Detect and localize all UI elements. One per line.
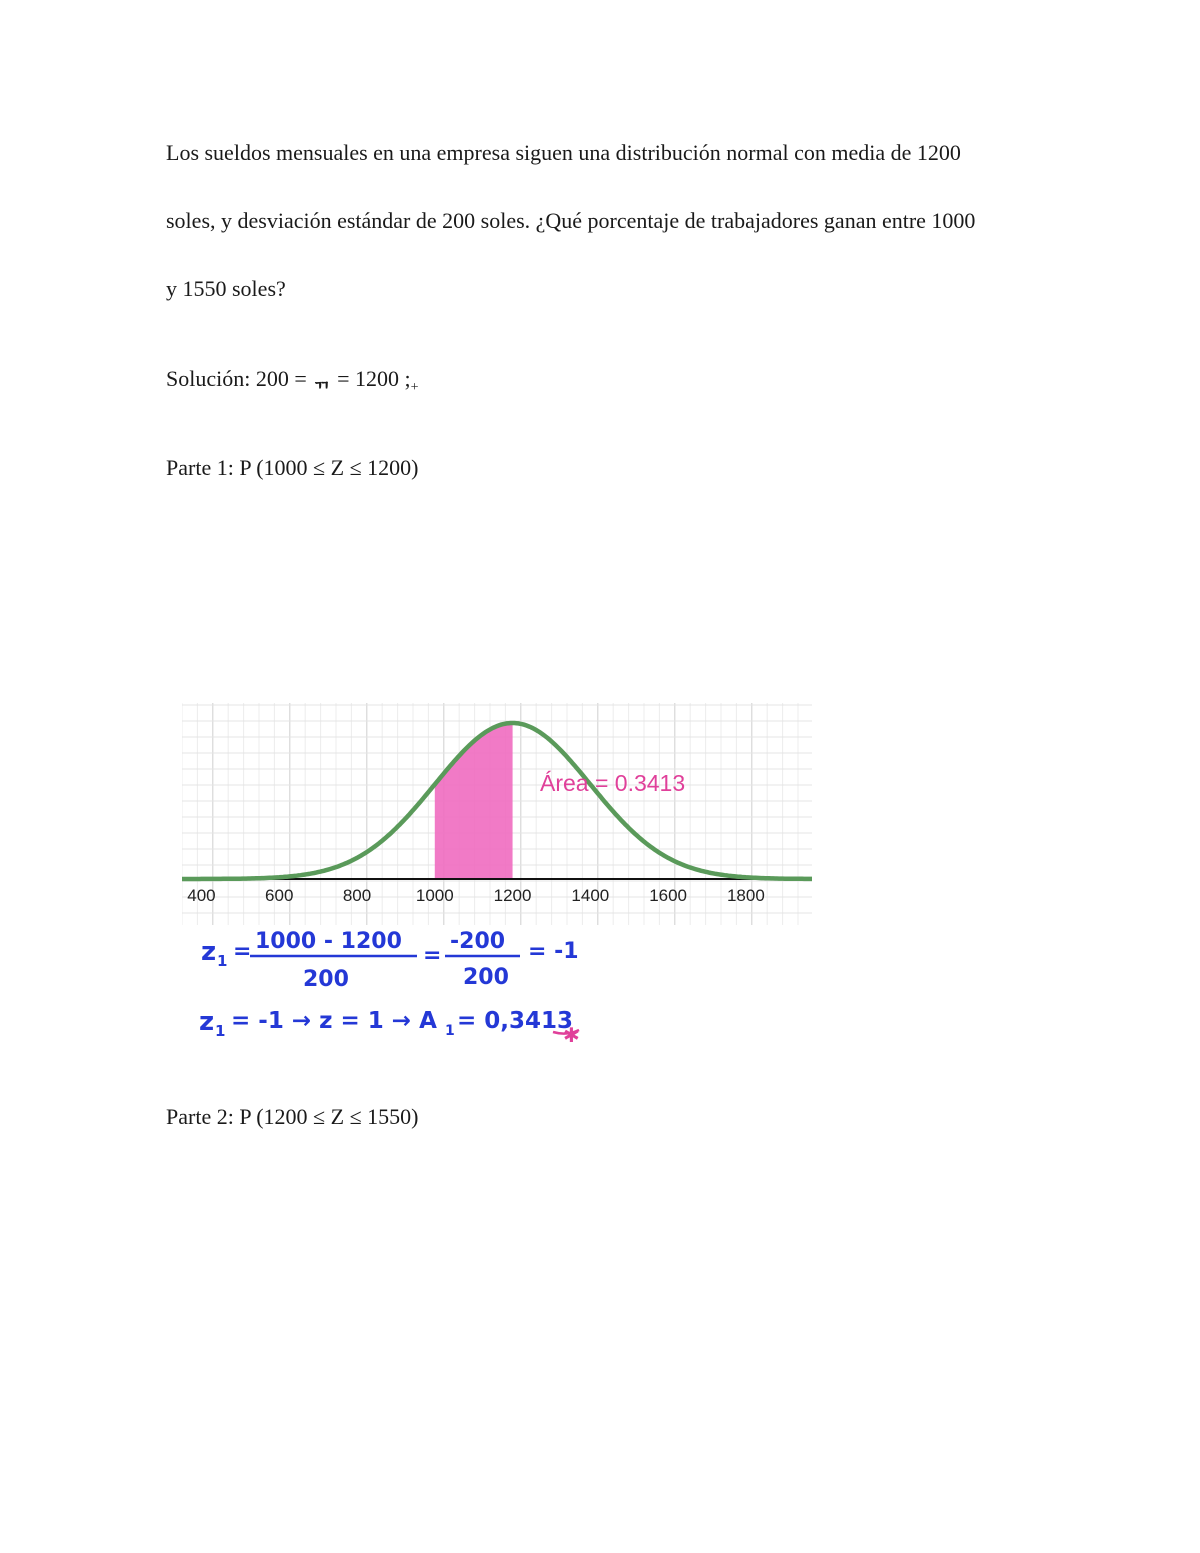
z-chain: = -1 → z = 1 → A bbox=[231, 1008, 437, 1034]
solution-suffix: + bbox=[410, 380, 419, 395]
z1-subscript: 1 bbox=[217, 952, 228, 970]
z1-subscript-2: 1 bbox=[215, 1022, 226, 1040]
problem-line-3: y 1550 soles? bbox=[166, 276, 286, 301]
x-tick-label: 1600 bbox=[649, 886, 688, 905]
z1-symbol: z bbox=[201, 937, 217, 967]
denominator-1: 200 bbox=[303, 967, 349, 992]
z1-symbol-2: z bbox=[199, 1007, 215, 1037]
area-annotation: Área = 0.3413 bbox=[540, 770, 686, 796]
x-tick-label: 600 bbox=[265, 886, 294, 905]
solution-middle: = 1200 ; bbox=[331, 366, 411, 391]
normal-distribution-chart bbox=[182, 703, 812, 925]
x-tick-label: 1200 bbox=[493, 886, 532, 905]
x-tick-label: 1000 bbox=[415, 886, 454, 905]
solution-prefix: Solución: 200 = bbox=[166, 366, 313, 391]
x-tick-label: 800 bbox=[342, 886, 372, 905]
check-mark-icon: ✱ bbox=[563, 1023, 580, 1047]
x-tick-label: 400 bbox=[187, 886, 216, 905]
equals-2: = bbox=[423, 943, 442, 968]
problem-line-1: Los sueldos mensuales en una empresa siguen una distribución normal con media de 1200 bbox=[166, 140, 961, 165]
denominator-2: 200 bbox=[463, 965, 509, 990]
x-tick-label: 1800 bbox=[726, 886, 765, 905]
parte-1-heading: Parte 1: P (1000 ≤ Z ≤ 1200) bbox=[166, 455, 419, 480]
a1-value: = 0,3413 bbox=[457, 1008, 574, 1034]
numerator-2: -200 bbox=[450, 929, 506, 954]
handwritten-calculation bbox=[195, 920, 615, 1050]
equals-1: = bbox=[233, 939, 252, 964]
parte-2-heading: Parte 2: P (1200 ≤ Z ≤ 1550) bbox=[166, 1104, 419, 1129]
x-tick-label: 1400 bbox=[571, 886, 610, 905]
solution-line bbox=[166, 363, 419, 395]
a1-subscript: 1 bbox=[445, 1023, 455, 1039]
result-1: = -1 bbox=[528, 939, 579, 964]
mu-symbol: ᆩ bbox=[312, 367, 332, 391]
problem-line-2: soles, y desviación estándar de 200 soles. ¿Qué porcentaje de trabajadores ganan entre 1000 bbox=[166, 208, 976, 233]
numerator-1: 1000 - 1200 bbox=[255, 929, 402, 954]
